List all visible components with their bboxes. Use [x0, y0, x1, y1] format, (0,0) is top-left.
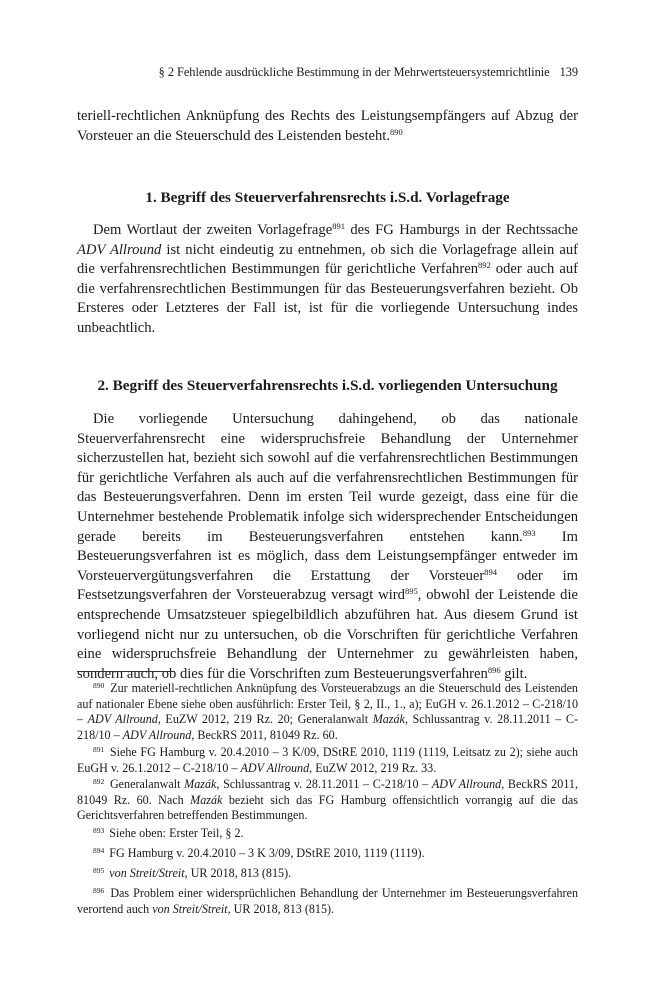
- footnote-894: $^{894}$ FG Hamburg v. 20.4.2010 – 3 K 3/09, DStRE 2010, 1119 (1119).: [93, 846, 425, 860]
- section1-paragraph: Dem Wortlaut der zweiten Vorlagefrage$^{891}$ des FG Hamburgs in der Rechtssache ADV Allround ist nicht eindeutig zu entnehmen, ob sich die Vorlagefrage allein auf die verfahrensrechtlichen Bestimmungen für gerichtliche Verfahren$^{892}$ oder auch auf die verfahrensrechtlichen Bestimmungen für das Besteuerungsverfahren bezieht. Ob Ersteres oder Letzteres der Fall ist, ist für die vorliegende Untersuchung indes unbeachtlich.: [77, 221, 578, 336]
- footnote-ref[interactable]: 892: [477, 260, 491, 271]
- footnote-ref[interactable]: 890: [390, 126, 403, 137]
- footnote-ref[interactable]: 894: [484, 566, 498, 577]
- section-heading-2: 2. Begriff des Steuerverfahrensrechts i.S.d. vorliegenden Untersuchung: [97, 377, 558, 394]
- section2-paragraph: Die vorliegende Untersuchung dahingehend, ob das nationale Steuerverfahrensrecht eine widerspruchsfreie Behandlung der Unternehmer sicherzustellen hat, bezieht sich sowohl auf die verfahrensrechtlichen Bestimmungen für gerichtliche Verfahren als auch auf die verfahrensrechtlichen Bestimmungen für das Besteuerungsverfahren. Denn im ersten Teil wurde gezeigt, dass eine für die Unternehmer bestehende Problematik infolge sich widersprechender Entscheidungen gerade bereits im Besteuerungsverfahren entstehen kann.$^{893}$ Im Besteuerungsverfahren ist es möglich, dass dem Leistungsempfänger entweder im Vorsteuervergütungsverfahren die Erstattung der Vorsteuer$^{894}$ oder im Festsetzungsverfahren der Vorsteuerabzug versagt wird$^{895}$, obwohl der Leistende die entsprechende Umsatzsteuer spiegelbildlich abzuführen hat. Aus diesem Grund ist vorliegend nicht nur zu untersuchen, ob die Vorschriften für gerichtliche Verfahren eine widerspruchsfreie Behandlung der Unternehmer zu gewährleisten haben, sondern auch, ob dies für die Vorschriften zum Besteuerungsverfahren$^{896}$ gilt.: [77, 411, 578, 682]
- footnote-ref[interactable]: 891: [332, 221, 345, 231]
- running-title: § 2 Fehlende ausdrückliche Bestimmung in der Mehrwertsteuersystemrichtlinie: [158, 65, 550, 79]
- case-name: ADV Allround: [77, 241, 162, 258]
- intro-text: teriell-rechtlichen Anknüpfung des Rechts des Leistungsempfängers auf Abzug der Vorsteuer an die Steuerschuld des Leistenden besteht.: [77, 108, 578, 144]
- footnote-number: 890: [93, 681, 105, 690]
- footnote-895: $^{895}$ von Streit/Streit, UR 2018, 813 (815).: [93, 866, 292, 880]
- footnote-number: 891: [93, 745, 105, 754]
- footnote-number: 894: [93, 846, 105, 855]
- footnote-number: 895: [93, 866, 105, 875]
- footnote-ref[interactable]: 896: [487, 664, 501, 675]
- footnote-896: $^{896}$ Das Problem einer widersprüchlichen Behandlung der Unternehmer im Besteuerungsverfahren verortend auch von Streit/Streit, UR 2018, 813 (815).: [77, 886, 578, 916]
- footnote-number: 892: [93, 777, 105, 786]
- running-header: [77, 65, 578, 80]
- page-number: 139: [559, 65, 578, 79]
- footnote-ref[interactable]: 893: [522, 527, 536, 538]
- footnote-number: 896: [93, 886, 105, 895]
- footnote-893: $^{893}$ Siehe oben: Erster Teil, § 2.: [93, 826, 244, 840]
- footnote-number: 893: [93, 826, 105, 835]
- footnote-ref[interactable]: 895: [404, 586, 418, 597]
- intro-paragraph: [77, 107, 578, 146]
- footnote-892: $^{892}$ Generalanwalt Mazák, Schlussantrag v. 28.11.2011 – C-218/10 – ADV Allround, BeckRS 2011, 81049 Rz. 60. Nach Mazák bezieht sich das FG Hamburg offensichtlich vorrangig auf die das Gerichtsverfahren betreffenden Bestimmungen.: [77, 777, 578, 823]
- section-heading-1: 1. Begriff des Steuerverfahrensrechts i.S.d. Vorlagefrage: [145, 189, 510, 206]
- footnote-891: $^{891}$ Siehe FG Hamburg v. 20.4.2010 – 3 K/09, DStRE 2010, 1119 (1119, Leitsatz zu 2); siehe auch EuGH v. 26.1.2012 – C-218/10 – ADV Allround, EuZW 2012, 219 Rz. 33.: [77, 745, 578, 775]
- footnote-separator: [77, 671, 175, 672]
- footnote-890: $^{890}$ Zur materiell-rechtlichen Anknüpfung des Vorsteuerabzugs an die Steuerschuld des Leistenden auf nationaler Ebene siehe oben ausführlich: Erster Teil, § 2, II., 1., a); EuGH v. 26.1.2012 – C-218/10 – ADV Allround, EuZW 2012, 219 Rz. 20; Generalanwalt Mazák, Schlussantrag v. 28.11.2011 – C-218/10 – ADV Allround, BeckRS 2011, 81049 Rz. 60.: [77, 681, 578, 742]
